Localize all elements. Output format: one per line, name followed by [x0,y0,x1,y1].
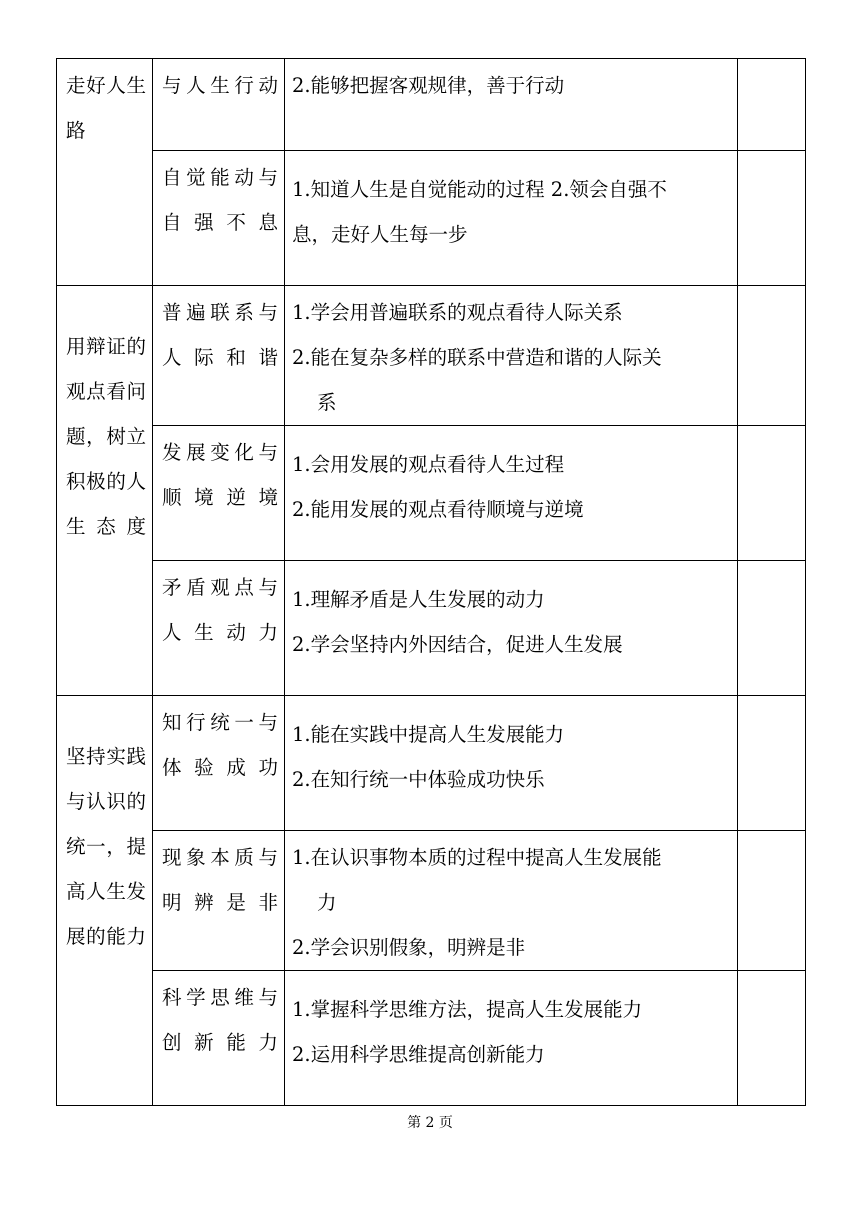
topic-cell [153,151,285,286]
goal-line: 2.能用发展的观点看待顺境与逆境 [292,498,584,521]
remarks-cell [738,696,806,831]
topic-label: 与人生行动 [162,74,278,97]
goal-line: 1.会用发展的观点看待人生过程 [292,453,565,476]
unit-label: 坚持实践与认识的统一，提高人生发展的能力 [66,745,146,948]
goal-line: 1.理解矛盾是人生发展的动力 [292,588,545,611]
goal-line: 系 [317,391,337,414]
topic-cell [153,561,285,696]
topic-cell [153,59,285,151]
remarks-cell [738,561,806,696]
topic-label: 现象本质与明辨是非 [162,846,278,914]
unit-cell [57,59,153,286]
goal-line: 1.知道人生是自觉能动的过程 2.领会自强不 [292,178,667,201]
table-row [57,561,806,696]
goals-cell [285,426,738,561]
topic-cell [153,831,285,971]
goal-line: 2.学会识别假象，明辨是非 [292,936,526,959]
goal-line: 2.能够把握客观规律，善于行动 [292,74,565,97]
page-number: 第 2 页 [407,1115,453,1131]
topic-label: 知行统一与体验成功 [162,711,278,779]
topic-label: 普遍联系与人际和谐 [162,301,278,369]
goals-cell [285,286,738,426]
unit-label: 走好人生路 [66,74,146,142]
topic-cell [153,426,285,561]
goal-line: 1.在认识事物本质的过程中提高人生发展能 [292,846,662,869]
remarks-cell [738,426,806,561]
topic-label: 科学思维与创新能力 [162,986,278,1054]
goals-cell [285,561,738,696]
goals-cell [285,151,738,286]
table-row [57,971,806,1106]
table-row [57,426,806,561]
table-row [57,696,806,831]
goal-line: 2.运用科学思维提高创新能力 [292,1043,545,1066]
topic-label: 自觉能动与自强不息 [162,166,278,234]
unit-label: 用辩证的观点看问题，树立积极的人生态度 [66,335,146,538]
goals-cell [285,59,738,151]
remarks-cell [738,831,806,971]
goal-line: 1.掌握科学思维方法，提高人生发展能力 [292,998,643,1021]
table-row [57,59,806,151]
table-row [57,151,806,286]
remarks-cell [738,59,806,151]
goals-cell [285,831,738,971]
topic-cell [153,971,285,1106]
curriculum-table [56,58,806,1106]
goal-line: 力 [317,891,337,914]
topic-cell [153,696,285,831]
goal-line: 2.在知行统一中体验成功快乐 [292,768,545,791]
remarks-cell [738,286,806,426]
goal-line: 1.能在实践中提高人生发展能力 [292,723,565,746]
goal-line: 2.能在复杂多样的联系中营造和谐的人际关 [292,346,662,369]
goals-cell [285,971,738,1106]
table-row [57,286,806,426]
goal-line: 1.学会用普遍联系的观点看待人际关系 [292,301,623,324]
topic-label: 发展变化与顺境逆境 [162,441,278,509]
table-row [57,831,806,971]
remarks-cell [738,151,806,286]
goal-line: 息，走好人生每一步 [292,223,468,246]
unit-cell [57,286,153,696]
goals-cell [285,696,738,831]
goal-line: 2.学会坚持内外因结合，促进人生发展 [292,633,623,656]
topic-label: 矛盾观点与人生动力 [162,576,278,644]
unit-cell [57,696,153,1106]
remarks-cell [738,971,806,1106]
topic-cell [153,286,285,426]
